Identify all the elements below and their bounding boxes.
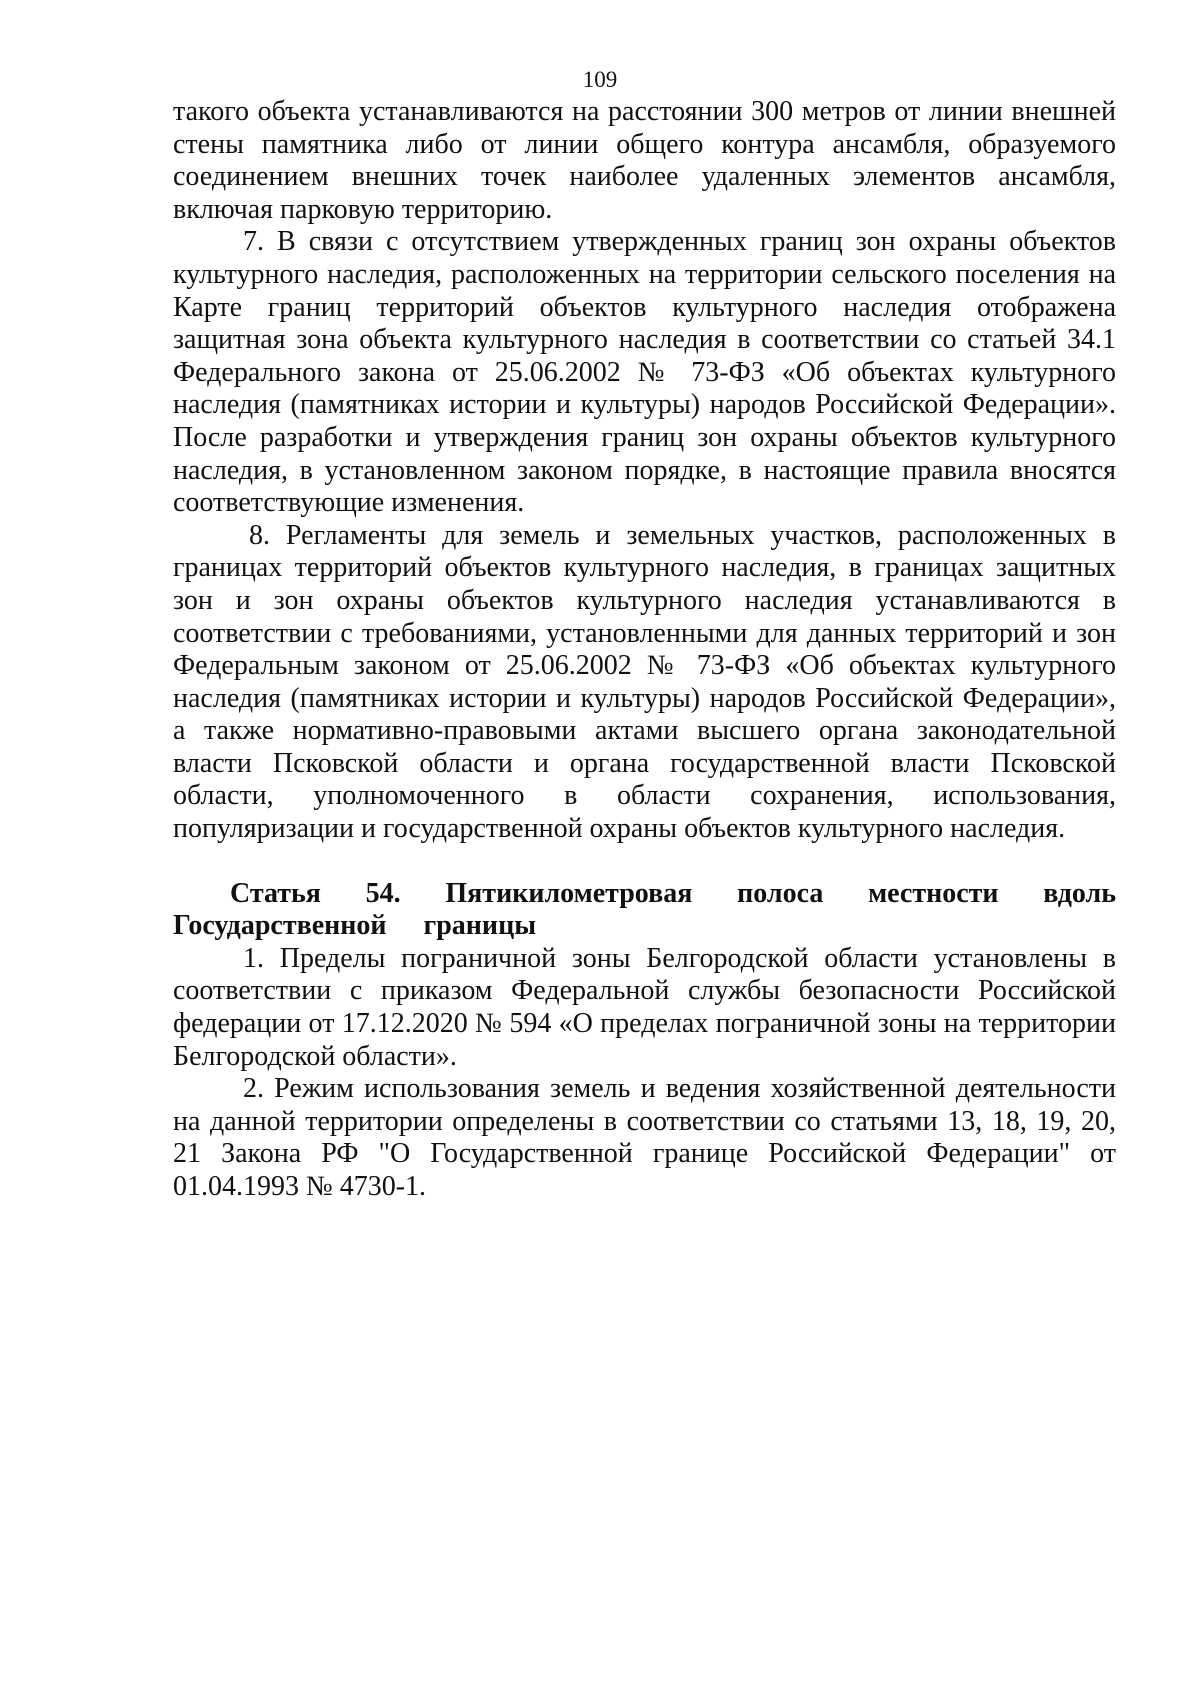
article-paragraph-2: 2. Режим использования земель и ведения хозяйственной деятельности на данной территории определены в соответствии со статьями 13, 18, 19, 20, 21 Закона РФ "О Государственной границе Российской Федерации" от 01.04.1993 № 4730-1. xyxy=(173,1073,1116,1202)
article-paragraph-1: 1. Пределы пограничной зоны Белгородской области установлены в соответствии с приказом Федеральной службы безопасности Российской федерации от 17.12.2020 № 594 «О пределах пограничной зоны на территории Белгородской области». xyxy=(173,942,1116,1072)
paragraph-8: 8. Регламенты для земель и земельных участков, расположенных в границах территорий объектов культурного наследия, в границах защитных зон и зон охраны объектов культурного наследия устанавливаются в соответствии с требованиями, установленными для данных территорий и зон Федеральным законом от 25.06.2002 № 73-ФЗ «Об объектах культурного наследия (памятниках истории и культуры) народов Российской Федерации», а также нормативно-правовыми актами высшего органа законодательной власти Псковской области и органа государственной власти Псковской области, уполномоченного в области сохранения, использования, популяризации и государственной охраны объектов культурного наследия. xyxy=(173,519,1116,845)
paragraph-continuation: такого объекта устанавливаются на расстоянии 300 метров от линии внешней стены памятника либо от линии общего контура ансамбля, образуемого соединением внешних точек наиболее удаленных элементов ансамбля, включая парковую территорию. xyxy=(173,96,1116,225)
document-body xyxy=(173,96,1116,1204)
page-number: 109 xyxy=(582,67,618,92)
paragraph-7: 7. В связи с отсутствием утвержденных границ зон охраны объектов культурного наследия, расположенных на территории сельского поселения на Карте границ территорий объектов культурного наследия отображена защитная зона объекта культурного наследия в соответствии со статьей 34.1 Федерального закона от 25.06.2002 № 73-ФЗ «Об объектах культурного наследия (памятниках истории и культуры) народов Российской Федерации». После разработки и утверждения границ зон охраны объектов культурного наследия, в установленном законом порядке, в настоящие правила вносятся соответствующие изменения. xyxy=(173,226,1116,519)
article-heading: Статья 54. Пятикилометровая полоса местности вдоль Государственной границы xyxy=(173,877,1116,942)
